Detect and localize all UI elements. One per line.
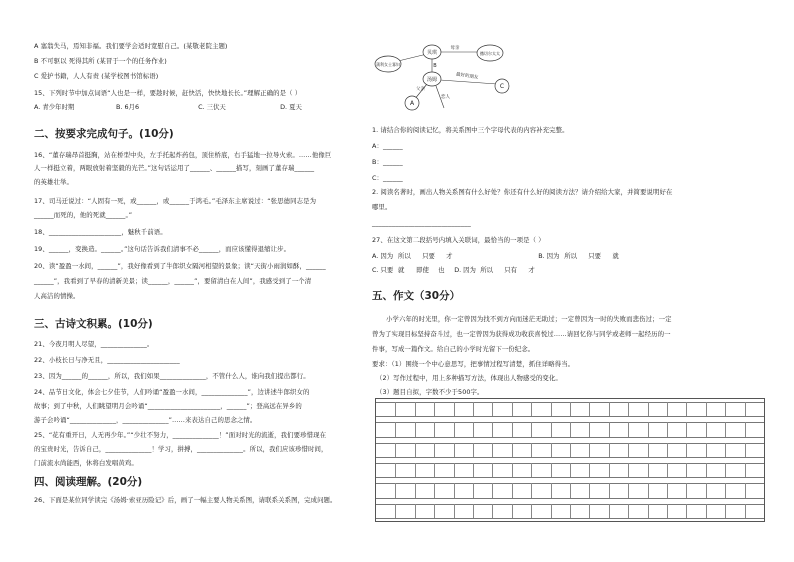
grid-cell-divider (686, 422, 687, 436)
grid-cell-divider (454, 463, 455, 477)
question-1: 1. 请结合你的阅读记忆，将关系图中三个字母代表的内容补充完整。 (372, 126, 569, 134)
edge (440, 80, 497, 84)
grid-cell-divider (609, 463, 610, 477)
grid-cell-divider (492, 504, 493, 518)
grid-cell-divider (473, 463, 474, 477)
grid-cell-divider (589, 402, 590, 416)
grid-cell-divider (706, 402, 707, 416)
answer-c: C：______ (372, 174, 403, 182)
grid-cell-divider (551, 443, 552, 457)
node-label: 汤姆 (426, 77, 438, 83)
grid-cell-divider (609, 443, 610, 457)
section-3-title: 三、古诗文积累。(10分) (34, 318, 153, 330)
grid-line (376, 437, 764, 438)
answer-line: ______________________________ (372, 219, 471, 227)
grid-cell-divider (415, 443, 416, 457)
question-19: 19、______，变换造。______。”这句话告诉我们清事不必______，而应该懂得退缩让步。 (34, 245, 291, 253)
grid-cell-divider (454, 422, 455, 436)
question-27: 27、在这文第二段括号内填入关联词，最恰当的一项是（ ） (372, 236, 545, 244)
grid-cell-divider (473, 402, 474, 416)
grid-cell-divider (589, 504, 590, 518)
grid-cell-divider (589, 422, 590, 436)
grid-cell-divider (570, 443, 571, 457)
grid-cell-divider (745, 443, 746, 457)
option-line: C 爱护书籍，人人有责 (某学校图书馆标语) (34, 72, 159, 80)
option: C. 三伏天 (198, 103, 226, 111)
question-17: ______而死的，他的死就______。” (34, 211, 133, 219)
grid-cell-divider (454, 402, 455, 416)
grid-line (376, 477, 764, 478)
essay-prompt: 小学六年的时光里，你一定曾因为找不到方向而迷茫无助过；一定曾因为一时的失败而悲伤过；一定 (386, 315, 672, 323)
node-label: B (433, 63, 437, 69)
grid-cell-divider (648, 422, 649, 436)
grid-cell-divider (415, 504, 416, 518)
grid-cell-divider (395, 422, 396, 436)
grid-cell-divider (667, 504, 668, 518)
grid-cell-divider (725, 463, 726, 477)
option: 才 (528, 266, 535, 274)
option-line: A 塞翁失马，焉知非福。我们要学会适时宽慰自己。(某敬老院主题) (34, 42, 228, 50)
grid-cell-divider (492, 443, 493, 457)
grid-cell-divider (628, 483, 629, 497)
grid-cell-divider (434, 463, 435, 477)
grid-cell-divider (415, 422, 416, 436)
question-23: 23、因为______的______，所以，我们如果______________，不管什么人，谁向我们提出都行。 (34, 372, 310, 380)
option: B. 因为 (538, 252, 560, 260)
option: A. 青少年时期 (34, 103, 75, 111)
grid-cell-divider (745, 402, 746, 416)
question-24: 故事；到了中秋，人们眺望明月会吟诵“______________________，______”；登高远在异乡的 (34, 402, 302, 410)
grid-cell-divider (745, 463, 746, 477)
grid-cell-divider (706, 483, 707, 497)
grid-cell-divider (492, 463, 493, 477)
question-16: 的英雄壮举。 (34, 178, 73, 186)
grid-cell-divider (589, 483, 590, 497)
grid-cell-divider (667, 463, 668, 477)
question-2: 2. 阅读名著时，画出人物关系图有什么好处？你还有什么好的阅读方法？请介绍给大家，并简要说明好在 (372, 188, 673, 196)
option: 只要 (422, 252, 435, 260)
question-24: 24、品节日文化，体会七夕佳节，人们吟诵“盈盈一水间，______________”，边讲述牛郎织女的 (34, 388, 310, 396)
grid-cell-divider (686, 504, 687, 518)
grid-cell-divider (667, 402, 668, 416)
option: 只要 (588, 252, 602, 260)
grid-cell-divider (609, 483, 610, 497)
grid-cell-divider (454, 483, 455, 497)
essay-prompt: 曾为了实现目标坚持奋斗过，也一定曾因为获得成功收获喜悦过……请回忆你与同学或老师一起经历的一 (372, 330, 671, 338)
section-4-title: 四、阅读理解。(20分) (34, 476, 143, 488)
grid-cell-divider (473, 483, 474, 497)
question-25: 的宝贵时光，告诉自己，______________！学习，拼搏，______________。所以，我们应该珍惜时间， (34, 445, 328, 453)
option-line: B 不可驱以 死得其所 (某冒于一个的任务作业) (34, 57, 167, 65)
option: C. 只要 (372, 266, 394, 274)
grid-line (376, 518, 764, 519)
section-2-title: 二、按要求完成句子。(10分) (34, 128, 174, 140)
grid-cell-divider (686, 443, 687, 457)
question-26: 26、下面是某位同学读完《汤姆·索亚历险记》后，画了一幅主要人物关系图，请联系关系图，完成问题。 (34, 496, 337, 504)
grid-cell-divider (492, 422, 493, 436)
grid-cell-divider (745, 422, 746, 436)
grid-cell-divider (725, 483, 726, 497)
grid-cell-divider (648, 443, 649, 457)
question-21: 21、今夜月明人尽望，______________。 (34, 340, 154, 348)
grid-cell-divider (415, 463, 416, 477)
option: 才 (446, 252, 453, 260)
answer-b: B：______ (372, 158, 403, 166)
section-5-title: 五、作文（30分） (372, 290, 461, 302)
grid-cell-divider (648, 504, 649, 518)
grid-cell-divider (492, 402, 493, 416)
question-25: 25、“花有重开日，人无再少年。”“少壮不努力，______________！”面对时光的流逝，我们要珍惜现在 (34, 431, 327, 439)
question-24: 游子会吟诵“______________，______________”……来表达自己的思念之情。 (34, 416, 257, 424)
grid-cell-divider (725, 402, 726, 416)
option: D. 因为 (454, 266, 476, 274)
question-20: 20、读“盈盈一水间，______”，我好像看到了牛郎织女隔河相望的景象；读“天街小雨润如酥，______ (34, 262, 326, 270)
grid-cell-divider (415, 483, 416, 497)
node-label: 贝琪 (426, 50, 438, 56)
edge-label: 最好的朋友 (455, 72, 479, 81)
grid-cell-divider (570, 422, 571, 436)
grid-cell-divider (512, 422, 513, 436)
edge-label: 母亲 (450, 46, 460, 51)
grid-cell-divider (745, 483, 746, 497)
grid-cell-divider (512, 402, 513, 416)
grid-cell-divider (706, 504, 707, 518)
grid-cell-divider (570, 402, 571, 416)
option: 就 (398, 266, 405, 274)
answer-a: A：______ (372, 142, 403, 150)
option: 所以 (480, 266, 494, 274)
grid-cell-divider (395, 504, 396, 518)
grid-cell-divider (570, 483, 571, 497)
option: 即使 (416, 266, 429, 274)
essay-requirement: （2）写作过程中，用上多种描写方法，体现出人物感受的变化。 (376, 374, 562, 382)
grid-cell-divider (686, 483, 687, 497)
grid-cell-divider (686, 402, 687, 416)
question-27-option-row (372, 252, 632, 260)
question-27-option-row (372, 266, 548, 274)
grid-cell-divider (551, 483, 552, 497)
grid-cell-divider (667, 483, 668, 497)
grid-line (376, 457, 764, 458)
grid-cell-divider (589, 443, 590, 457)
option: 也 (438, 266, 445, 274)
grid-cell-divider (531, 504, 532, 518)
option: 就 (612, 252, 619, 260)
grid-line (376, 498, 764, 499)
grid-cell-divider (551, 422, 552, 436)
grid-cell-divider (473, 504, 474, 518)
grid-cell-divider (512, 504, 513, 518)
question-20: 人高洁的情操。 (34, 292, 80, 300)
grid-cell-divider (415, 402, 416, 416)
question-2: 哪里。 (372, 203, 392, 211)
grid-cell-divider (570, 463, 571, 477)
essay-prompt: 件事，写成一篇作文。给自己的小学时光留下一份纪念。 (372, 345, 535, 353)
grid-cell-divider (531, 463, 532, 477)
writing-grid[interactable] (375, 398, 765, 522)
grid-line (376, 416, 764, 417)
grid-cell-divider (551, 402, 552, 416)
option: 所以 (398, 252, 411, 260)
grid-cell-divider (473, 443, 474, 457)
grid-cell-divider (725, 504, 726, 518)
grid-cell-divider (648, 483, 649, 497)
grid-cell-divider (395, 483, 396, 497)
grid-cell-divider (609, 422, 610, 436)
option: A. 因为 (372, 252, 394, 260)
grid-cell-divider (454, 504, 455, 518)
question-17: 17、司马迁说过：“人固有一死，或______，或______于鸿毛。”毛泽东主席说过：“张思德同志是为 (34, 197, 317, 205)
grid-cell-divider (551, 504, 552, 518)
grid-cell-divider (706, 443, 707, 457)
question-22: 22、小枝长日与净无且，______________________ (34, 356, 180, 364)
grid-cell-divider (454, 443, 455, 457)
grid-cell-divider (473, 422, 474, 436)
grid-cell-divider (745, 504, 746, 518)
grid-cell-divider (512, 463, 513, 477)
grid-cell-divider (706, 463, 707, 477)
grid-cell-divider (512, 443, 513, 457)
grid-cell-divider (492, 483, 493, 497)
grid-cell-divider (628, 422, 629, 436)
grid-cell-divider (725, 443, 726, 457)
grid-cell-divider (551, 463, 552, 477)
grid-cell-divider (628, 443, 629, 457)
grid-cell-divider (648, 463, 649, 477)
grid-cell-divider (725, 422, 726, 436)
essay-requirement: （3）题目自拟，字数不少于500字。 (376, 388, 484, 396)
node-label: 撒切尔太太 (480, 51, 500, 56)
grid-cell-divider (395, 402, 396, 416)
grid-cell-divider (667, 422, 668, 436)
grid-cell-divider (434, 402, 435, 416)
grid-cell-divider (512, 483, 513, 497)
node-label: 蒲利女士寡妇 (376, 62, 400, 67)
grid-cell-divider (395, 443, 396, 457)
grid-cell-divider (706, 422, 707, 436)
question-20: ______”，我看到了早春的清新美景；读______，______”，要留清白在人间”，我感受到了一个清 (34, 277, 312, 285)
option: D. 夏天 (280, 103, 302, 111)
grid-cell-divider (434, 483, 435, 497)
question-18: 18、______________________，魅秋千前语。 (34, 228, 167, 236)
essay-requirement: 要求：（1）围绕一个中心意思写，把事情过程写清楚，抓住详略得当。 (372, 360, 575, 368)
question-16: 人一样挺立着，两眼放射着坚毅的光芒。”这句话运用了______、______描写，刻画了董存瑞______ (34, 164, 315, 172)
question-15: 15、下列时节中加点词语“人也是一样，要趁时候，赶快活，快快地长长。”理解正确的是（ ） (34, 89, 302, 97)
edge-label: 父亲 (416, 87, 425, 92)
relationship-diagram (372, 40, 522, 115)
grid-cell-divider (648, 402, 649, 416)
grid-cell-divider (609, 402, 610, 416)
grid-cell-divider (531, 483, 532, 497)
grid-cell-divider (434, 422, 435, 436)
grid-cell-divider (570, 504, 571, 518)
grid-cell-divider (667, 443, 668, 457)
grid-cell-divider (686, 463, 687, 477)
grid-cell-divider (628, 402, 629, 416)
grid-cell-divider (531, 402, 532, 416)
question-15-options (34, 103, 360, 111)
question-16: 16、“董存瑞昂首挺胸，站在桥型中央，左手托起炸药包，顶住桥底，右手猛地一拉导火索。……他像巨 (34, 151, 332, 159)
option: 所以 (564, 252, 578, 260)
grid-cell-divider (628, 504, 629, 518)
node-label: A (409, 100, 415, 107)
option: B. 6月6 (116, 103, 140, 111)
grid-cell-divider (589, 463, 590, 477)
grid-cell-divider (531, 443, 532, 457)
question-25: 门前流水尚能西，休将白发唱黄鸡。 (34, 459, 138, 467)
grid-cell-divider (609, 504, 610, 518)
node-label: C (499, 83, 505, 90)
edge-label: 恋人 (441, 95, 450, 100)
grid-cell-divider (395, 463, 396, 477)
option: 只有 (504, 266, 518, 274)
grid-cell-divider (628, 463, 629, 477)
grid-cell-divider (531, 422, 532, 436)
grid-cell-divider (434, 443, 435, 457)
grid-cell-divider (434, 504, 435, 518)
